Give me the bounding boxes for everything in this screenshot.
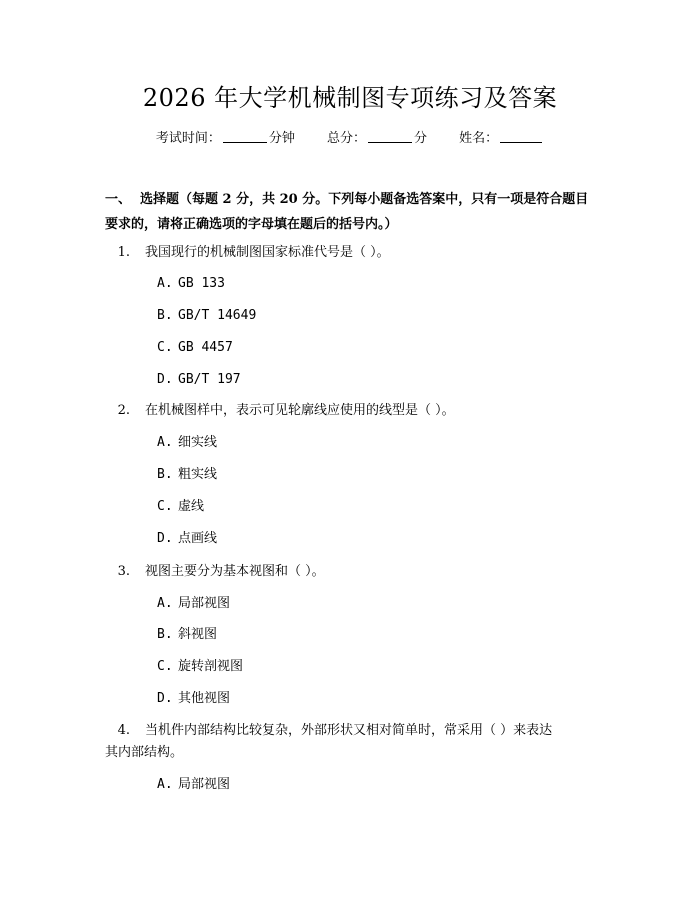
option-letter: A. [157,435,173,450]
option-text: 虚线 [178,499,205,514]
option-text: GB/T 197 [178,372,241,387]
option-letter: A. [157,596,173,611]
question-number: 2. [117,403,130,418]
option-letter: D. [157,372,173,387]
question-text: 我国现行的机械制图国家标准代号是（ ）。 [145,245,390,260]
option-text: GB 133 [178,276,225,291]
option-text: GB 4457 [178,340,233,355]
question-3-option-d [157,689,230,709]
option-text: 局部视图 [178,777,231,792]
option-text: 细实线 [178,435,218,450]
question-text: 在机械图样中，表示可见轮廓线应使用的线型是（ ）。 [145,403,455,418]
option-letter: D. [157,531,173,546]
name-field [459,129,544,149]
section-heading-text: 选择题（每题 2 分，共 20 分。下列每小题备选答案中，只有一项是符合题目要求的，请将正确选项的字母填在题后的括号内。） [105,192,589,232]
option-letter: B. [157,627,173,642]
total-score-label: 总分： [326,131,366,146]
exam-time-field [156,129,295,149]
question-4-continued [105,742,183,764]
option-letter: C. [157,340,173,355]
question-text: 视图主要分为基本视图和（ ）。 [145,564,325,579]
total-score-blank[interactable] [368,130,412,143]
question-3-option-b [157,625,217,645]
option-letter: C. [157,499,173,514]
option-letter: D. [157,691,173,706]
option-text: 局部视图 [178,596,231,611]
option-letter: A. [157,777,173,792]
option-letter: B. [157,467,173,482]
total-score-field [327,129,427,149]
question-2-option-d [157,529,217,549]
question-1-option-b [157,306,256,326]
option-text: 点画线 [178,531,218,546]
exam-time-unit: 分钟 [268,131,295,146]
question-number: 1. [117,245,130,260]
section-heading [105,187,595,237]
section-number: 一、 [105,192,132,207]
name-label: 姓名： [459,131,499,146]
question-number: 4. [117,723,130,738]
question-3-option-a [157,594,230,614]
option-letter: B. [157,308,173,323]
question-3 [102,561,325,583]
option-text: 旋转剖视图 [178,659,244,674]
question-3-option-c [157,657,243,677]
question-text-line-1: 当机件内部结构比较复杂，外部形状又相对简单时，常采用（ ）来表达 [145,723,553,738]
question-number: 3. [117,564,130,579]
question-1-option-d [157,370,241,390]
question-2 [102,400,455,422]
document-title: 2026 年大学机械制图专项练习及答案 [142,84,558,112]
question-2-option-b [157,465,217,485]
question-4-option-a [157,775,230,795]
exam-time-label: 考试时间： [155,131,221,146]
exam-time-blank[interactable] [223,130,267,143]
exam-info-line [0,129,700,149]
question-1 [102,242,390,264]
question-4 [102,720,552,742]
question-text-line-2: 其内部结构。 [105,745,184,760]
option-letter: A. [157,276,173,291]
question-2-option-c [157,497,204,517]
name-blank[interactable] [500,130,542,143]
option-text: GB/T 14649 [178,308,257,323]
question-1-option-a [157,274,225,294]
option-letter: C. [157,659,173,674]
question-1-option-c [157,338,233,358]
option-text: 其他视图 [178,691,231,706]
question-2-option-a [157,433,217,453]
option-text: 斜视图 [178,627,218,642]
option-text: 粗实线 [178,467,218,482]
total-score-unit: 分 [414,131,428,146]
